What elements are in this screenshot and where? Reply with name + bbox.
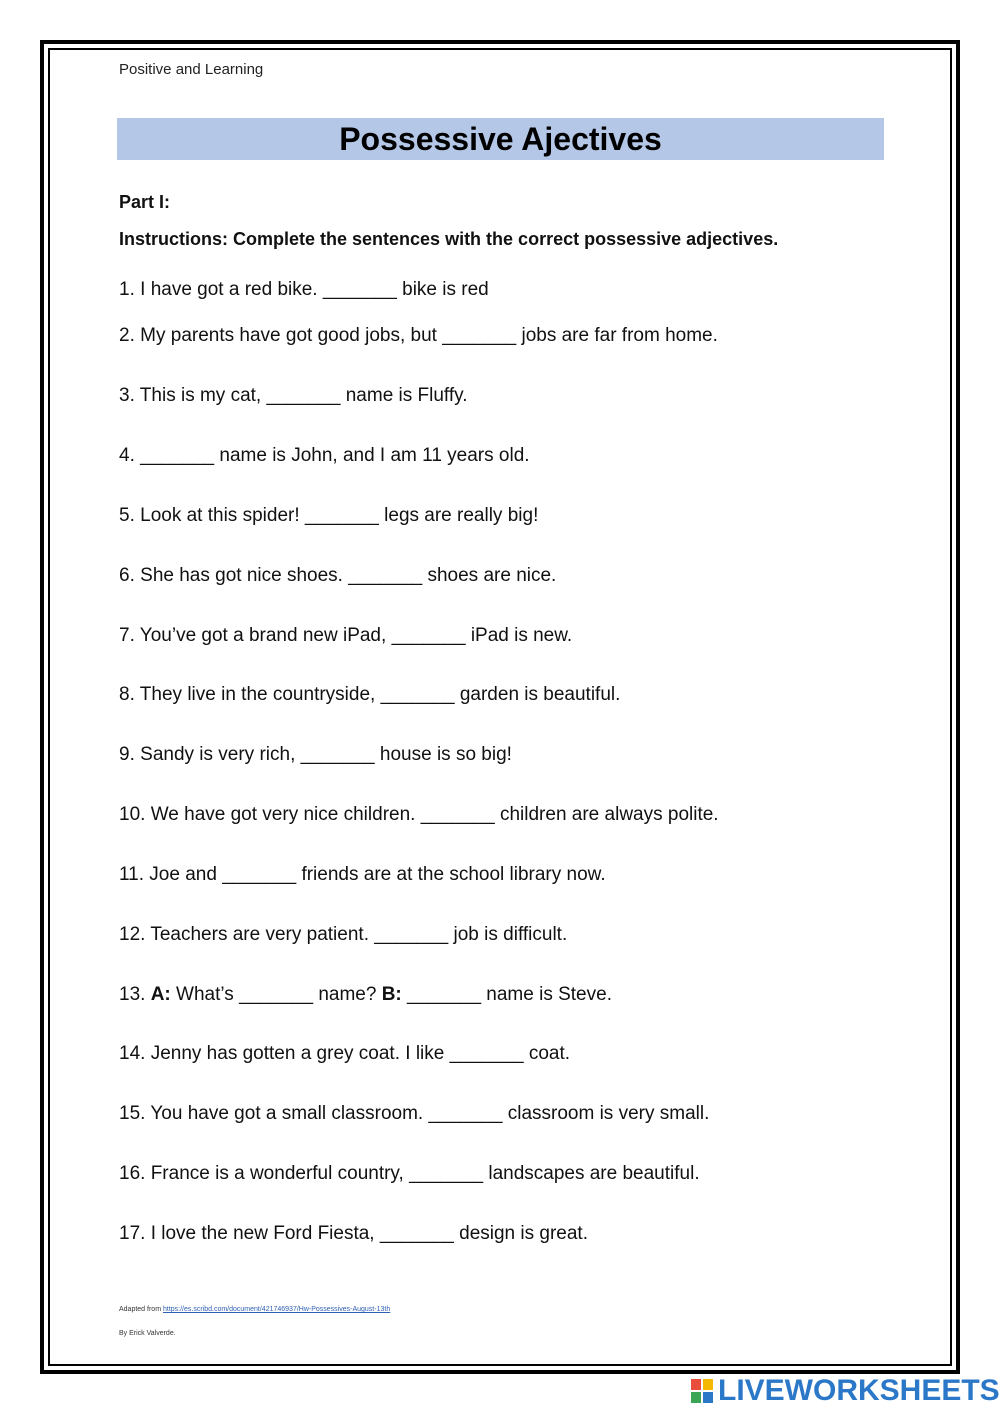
answer-blank[interactable]: _______: [140, 445, 215, 466]
question-6: 6. She has got nice shoes. _______ shoes are nice.: [119, 565, 557, 586]
page-title: Possessive Ajectives: [339, 120, 662, 157]
question-15: 15. You have got a small classroom. _______ classroom is very small.: [119, 1103, 710, 1124]
question-1: 1. I have got a red bike. _______ bike is red: [119, 279, 489, 300]
question-8: 8. They live in the countryside, _______ garden is beautiful.: [119, 684, 621, 705]
answer-blank[interactable]: _______: [322, 279, 397, 300]
answer-blank[interactable]: _______: [391, 625, 466, 646]
answer-blank[interactable]: _______: [428, 1103, 503, 1124]
author-credit: By Erick Valverde.: [119, 1330, 176, 1337]
answer-blank[interactable]: _______: [409, 1163, 484, 1184]
question-2: 2. My parents have got good jobs, but _______ jobs are far from home.: [119, 325, 718, 346]
question-11: 11. Joe and _______ friends are at the school library now.: [119, 864, 606, 885]
question-9: 9. Sandy is very rich, _______ house is so big!: [119, 744, 512, 765]
brand-name: LIVEWORKSHEETS: [718, 1374, 1000, 1407]
question-17: 17. I love the new Ford Fiesta, _______ design is great.: [119, 1223, 588, 1244]
logo-square-red: [690, 1378, 702, 1391]
logo-square-green: [690, 1391, 702, 1404]
answer-blank[interactable]: _______: [420, 804, 495, 825]
answer-blank[interactable]: _______: [300, 744, 375, 765]
speaker-b-label: B:: [381, 984, 402, 1005]
answer-blank[interactable]: _______: [380, 684, 455, 705]
logo-square-blue: [702, 1391, 714, 1404]
source-credit: Adapted from https://es.scribd.com/document/421746937/Hw-Possessives-August-13th: [119, 1306, 391, 1313]
part-label: Part I:: [119, 192, 171, 212]
answer-blank[interactable]: _______: [442, 325, 517, 346]
question-10: 10. We have got very nice children. _______ children are always polite.: [119, 804, 719, 825]
question-4: 4. _______ name is John, and I am 11 years old.: [119, 445, 530, 466]
answer-blank[interactable]: _______: [449, 1043, 524, 1064]
title-banner: [117, 118, 884, 160]
question-12: 12. Teachers are very patient. _______ job is difficult.: [119, 924, 568, 945]
answer-blank[interactable]: _______: [222, 864, 297, 885]
liveworksheets-logo[interactable]: [690, 1374, 1000, 1408]
answer-blank[interactable]: _______: [304, 505, 379, 526]
question-13: 13. A: What’s _______ name? B: _______ name is Steve.: [119, 984, 612, 1005]
question-3: 3. This is my cat, _______ name is Fluffy.: [119, 385, 468, 406]
question-16: 16. France is a wonderful country, _______ landscapes are beautiful.: [119, 1163, 700, 1184]
answer-blank[interactable]: _______: [407, 984, 482, 1005]
answer-blank[interactable]: _______: [348, 565, 423, 586]
question-14: 14. Jenny has gotten a grey coat. I like _______ coat.: [119, 1043, 571, 1064]
speaker-a-label: A:: [150, 984, 171, 1005]
liveworksheets-icon: [690, 1378, 714, 1404]
answer-blank[interactable]: _______: [266, 385, 341, 406]
question-5: 5. Look at this spider! _______ legs are really big!: [119, 505, 539, 526]
answer-blank[interactable]: _______: [239, 984, 314, 1005]
answer-blank[interactable]: _______: [374, 924, 449, 945]
question-7: 7. You’ve got a brand new iPad, _______ iPad is new.: [119, 625, 573, 646]
header-note: Positive and Learning: [119, 61, 264, 78]
answer-blank[interactable]: _______: [379, 1223, 454, 1244]
instructions: Instructions: Complete the sentences with the correct possessive adjectives.: [119, 229, 779, 249]
source-link[interactable]: https://es.scribd.com/document/421746937/Hw-Possessives-August-13th: [162, 1306, 391, 1313]
logo-square-yellow: [702, 1378, 714, 1391]
